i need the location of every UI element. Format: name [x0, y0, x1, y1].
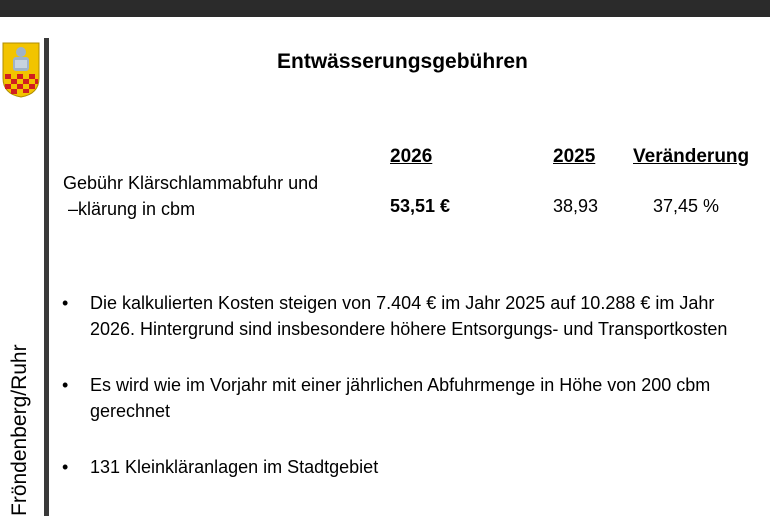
bullet-list — [62, 290, 762, 480]
top-bar — [0, 0, 770, 17]
fee-label-line2: –klärung in cbm — [63, 199, 196, 219]
value-2026: 53,51 € — [390, 196, 451, 216]
page-title: Entwässerungsgebühren — [277, 50, 528, 73]
fee-label-line1: Gebühr Klärschlammabfuhr und — [63, 173, 319, 193]
coat-of-arms-icon — [2, 42, 40, 98]
bullet-item — [62, 454, 762, 480]
sidebar-divider — [44, 38, 49, 516]
value-change: 37,45 % — [653, 196, 720, 216]
header-2025: 2025 — [553, 146, 596, 167]
bullet-text: Es wird wie im Vorjahr mit einer jährlichen Abfuhrmenge in Höhe von 200 cbm gerechnet — [90, 375, 711, 421]
header-2026: 2026 — [390, 146, 433, 167]
bullet-item — [62, 290, 762, 342]
bullet-marker: • — [62, 375, 69, 395]
bullet-marker: • — [62, 293, 69, 313]
bullet-text: Die kalkulierten Kosten steigen von 7.404 € im Jahr 2025 auf 10.288 € im Jahr 2026. Hintergrund sind insbesondere höhere Entsorgungs- und Transportkosten — [90, 293, 728, 339]
bullet-marker: • — [62, 457, 69, 477]
value-2025: 38,93 — [553, 196, 599, 216]
fee-label — [63, 170, 318, 222]
city-label-vertical: Fröndenberg/Ruhr — [8, 344, 31, 516]
header-change: Veränderung — [633, 146, 750, 167]
bullet-text: 131 Kleinkläranlagen im Stadtgebiet — [90, 457, 379, 477]
bullet-item — [62, 372, 762, 424]
